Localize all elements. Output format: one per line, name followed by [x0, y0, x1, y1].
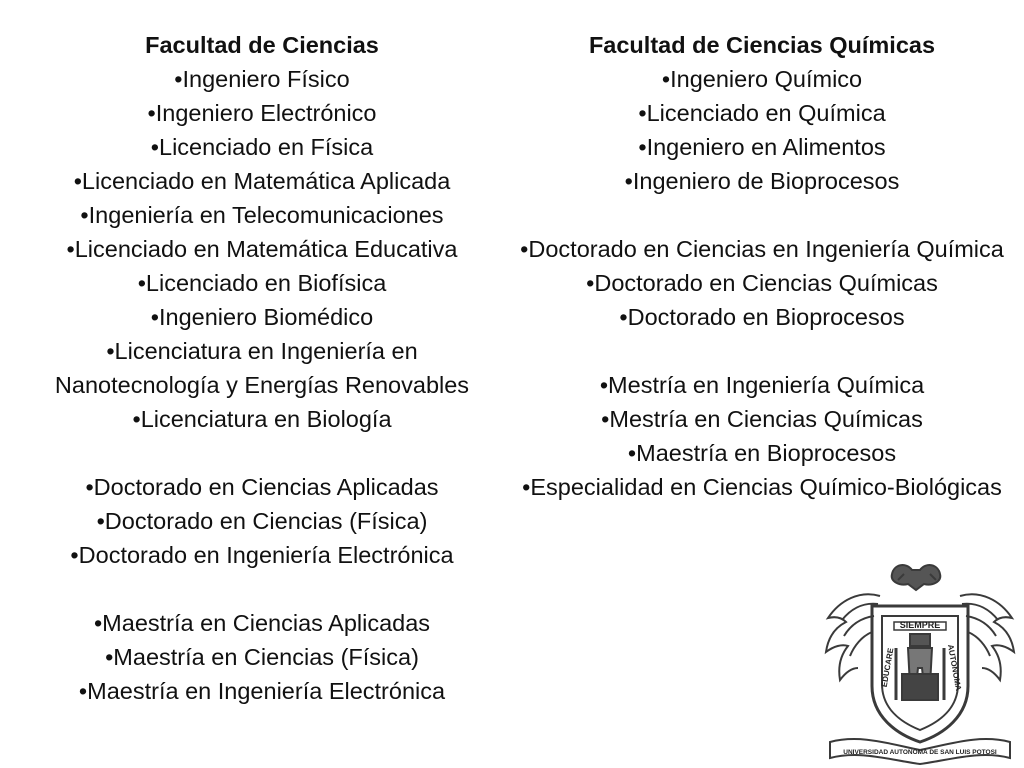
- left-spacer: [22, 572, 502, 606]
- left-item-maestria-aplicadas: •Maestría en Ciencias Aplicadas: [93, 610, 431, 636]
- seal-banner-text: SIEMPRE: [899, 620, 941, 630]
- left-spacer: [22, 436, 502, 470]
- right-item-mestria-quimicas: •Mestría en Ciencias Químicas: [601, 406, 923, 432]
- right-item-doctorado-bioprocesos: •Doctorado en Bioprocesos: [619, 304, 905, 330]
- left-item-maestria-fisica: •Maestría en Ciencias (Física): [105, 644, 419, 670]
- left-item-biomedico: •Ingeniero Biomédico: [150, 304, 374, 330]
- seal-left-text: EDUCARE: [879, 647, 896, 688]
- left-item-matematica-educativa: •Licenciado en Matemática Educativa: [66, 236, 458, 262]
- right-item-ingeniero-alimentos: •Ingeniero en Alimentos: [638, 134, 886, 160]
- right-spacer: [512, 334, 1012, 368]
- left-item-ingeniero-electronico: •Ingeniero Electrónico: [147, 100, 377, 126]
- right-item-especialidad: •Especialidad en Ciencias Químico-Biológicas: [522, 474, 1002, 500]
- right-item-doctorado-ing-quimica: •Doctorado en Ciencias en Ingeniería Química: [520, 236, 1004, 262]
- left-item-nanotecnologia: •Licenciatura en Ingeniería en Nanotecnología y Energías Renovables: [54, 338, 470, 398]
- right-spacer: [512, 198, 1012, 232]
- left-item-biofisica: •Licenciado en Biofísica: [137, 270, 387, 296]
- left-item-telecomunicaciones: •Ingeniería en Telecomunicaciones: [80, 202, 444, 228]
- right-item-licenciado-quimica: •Licenciado en Química: [638, 100, 886, 126]
- right-column-title: Facultad de Ciencias Químicas: [588, 32, 936, 58]
- university-seal-icon: [820, 556, 1020, 766]
- left-item-doctorado-electronica: •Doctorado en Ingeniería Electrónica: [70, 542, 454, 568]
- right-item-doctorado-quimicas: •Doctorado en Ciencias Químicas: [586, 270, 938, 296]
- right-item-mestria-ing-quimica: •Mestría en Ingeniería Química: [599, 372, 925, 398]
- right-item-ingeniero-bioprocesos: •Ingeniero de Bioprocesos: [624, 168, 900, 194]
- left-column: [22, 28, 502, 708]
- seal-right-text: AUTONOMA: [945, 643, 963, 692]
- left-column-title: Facultad de Ciencias: [145, 32, 379, 58]
- left-item-matematica-aplicada: •Licenciado en Matemática Aplicada: [73, 168, 451, 194]
- left-item-doctorado-aplicadas: •Doctorado en Ciencias Aplicadas: [85, 474, 439, 500]
- right-item-maestria-bioprocesos: •Maestría en Bioprocesos: [627, 440, 897, 466]
- left-item-biologia: •Licenciatura en Biología: [132, 406, 392, 432]
- seal-bottom-text: UNIVERSIDAD AUTONOMA DE SAN LUIS POTOSI: [843, 749, 997, 756]
- left-item-maestria-electronica: •Maestría en Ingeniería Electrónica: [78, 678, 446, 704]
- left-item-ingeniero-fisico: •Ingeniero Físico: [174, 66, 350, 92]
- left-item-doctorado-fisica: •Doctorado en Ciencias (Física): [96, 508, 428, 534]
- left-item-licenciado-fisica: •Licenciado en Física: [150, 134, 374, 160]
- right-item-ingeniero-quimico: •Ingeniero Químico: [661, 66, 863, 92]
- right-column: [512, 28, 1012, 504]
